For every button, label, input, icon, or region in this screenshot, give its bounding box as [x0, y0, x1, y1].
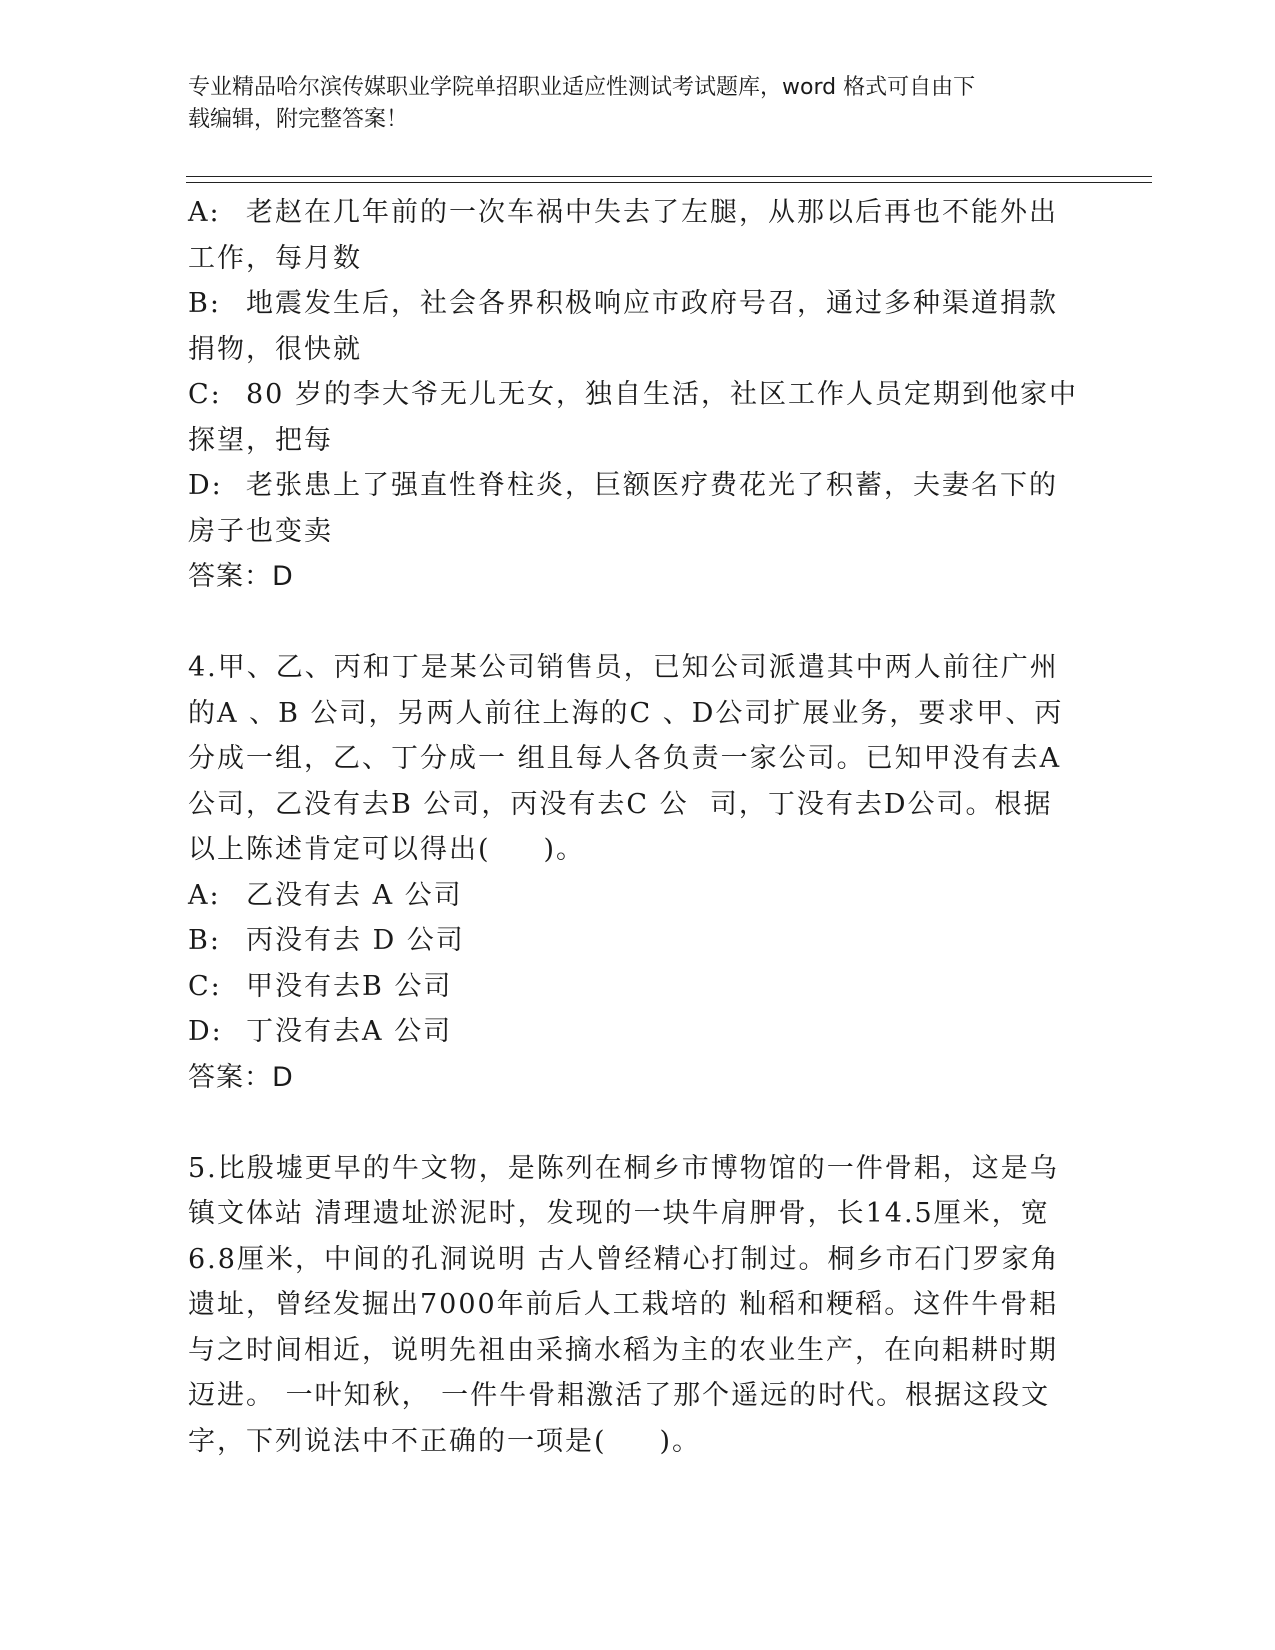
answer-line: 答案：D: [188, 1061, 294, 1093]
spacer: [188, 600, 1068, 646]
option-letter: D:: [188, 470, 223, 501]
option-text-cont: 工作，每月数: [188, 242, 362, 274]
question-4: [188, 645, 1068, 1100]
question-text-line: 5.比殷墟更早的牛文物，是陈列在桐乡市博物馆的一件骨耜，这是乌: [188, 1152, 1059, 1184]
option-c: [188, 372, 1078, 463]
option-text: 甲没有去B 公司: [246, 970, 453, 1002]
question-text-line: 的A 、B 公司，另两人前往上海的C 、D公司扩展业务，要求甲、丙: [188, 697, 1064, 729]
option-letter: A:: [188, 197, 221, 228]
question-text-line: 公司，乙没有去B 公司，丙没有去C 公 司，丁没有去D公司。根据: [188, 788, 1053, 820]
question-text-line: 迈进。 一叶知秋， 一件牛骨耜激活了那个遥远的时代。根据这段文: [188, 1380, 1051, 1411]
option-b: [188, 281, 1068, 372]
question-3-options: [188, 190, 1078, 600]
option-text: 丙没有去 D 公司: [246, 925, 465, 956]
question-text-line: 遗址，曾经发掘出7000年前后人工栽培的 籼稻和粳稻。这件牛骨耜: [188, 1289, 1059, 1320]
question-text-line: 4.甲、乙、丙和丁是某公司销售员，已知公司派遣其中两人前往广州: [188, 652, 1059, 683]
header-line-1: 专业精品哈尔滨传媒职业学院单招职业适应性测试考试题库，word 格式可自由下: [188, 75, 976, 100]
option-text-cont: 探望，把每: [188, 424, 333, 456]
answer-line: 答案：D: [188, 561, 294, 592]
option-letter: A:: [188, 879, 221, 911]
question-text-line: 字，下列说法中不正确的一项是( )。: [188, 1425, 701, 1457]
question-text-line: 以上陈述肯定可以得出( )。: [188, 834, 585, 865]
option-text: 地震发生后，社会各界积极响应市政府号召，通过多种渠道捐款: [246, 288, 1058, 319]
option-b: [188, 918, 1068, 964]
option-c: [188, 964, 1068, 1010]
question-5: [188, 1146, 1068, 1465]
spacer: [188, 1100, 1068, 1146]
option-text: 老赵在几年前的一次车祸中失去了左腿，从那以后再也不能外出: [246, 197, 1058, 228]
option-letter: D:: [188, 1016, 223, 1047]
option-text: 乙没有去 A 公司: [246, 879, 463, 911]
option-text: 老张患上了强直性脊柱炎，巨额医疗费花光了积蓄，夫妻名下的: [246, 470, 1058, 501]
header-divider-top: [186, 176, 1152, 177]
option-letter: C:: [188, 970, 222, 1002]
option-d: [188, 1009, 1068, 1055]
option-text: 80 岁的李大爷无儿无女，独自生活，社区工作人员定期到他家中: [246, 379, 1078, 410]
question-text-line: 镇文体站 清理遗址淤泥时，发现的一块牛肩胛骨，长14.5厘米，宽: [188, 1198, 1050, 1229]
option-a: [188, 873, 1068, 919]
option-text: 丁没有去A 公司: [246, 1016, 453, 1047]
header-line-2: 载编辑，附完整答案！: [188, 107, 409, 132]
option-letter: B:: [188, 288, 221, 319]
option-letter: C:: [188, 379, 222, 410]
option-a: [188, 190, 1068, 281]
option-text-cont: 捐物，很快就: [188, 333, 362, 365]
question-text-line: 与之时间相近，说明先祖由采摘水稻为主的农业生产，在向耜耕时期: [188, 1334, 1058, 1366]
option-letter: B:: [188, 925, 221, 956]
question-text-line: 分成一组，乙、丁分成一 组且每人各负责一家公司。已知甲没有去A: [188, 743, 1062, 774]
question-text-line: 6.8厘米，中间的孔洞说明 古人曾经精心打制过。桐乡市石门罗家角: [188, 1243, 1060, 1275]
option-text-cont: 房子也变卖: [188, 515, 333, 547]
header-divider-bottom: [186, 182, 1152, 183]
document-header: [188, 72, 1068, 136]
option-d: [188, 463, 1068, 554]
document-body: [188, 190, 1078, 1464]
